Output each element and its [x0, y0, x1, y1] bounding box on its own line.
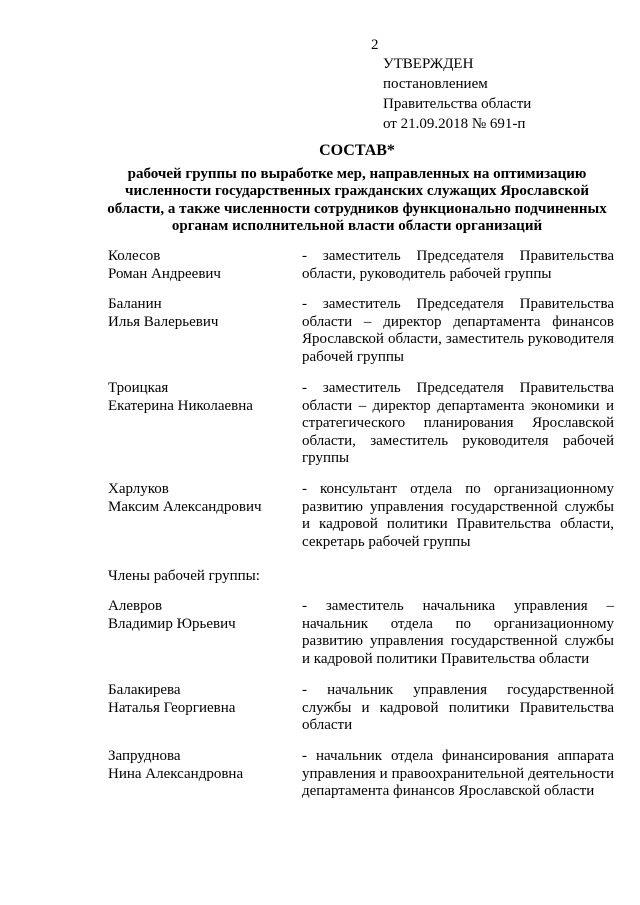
title-subtitle: рабочей группы по выработке мер, направленных на оптимизацию численности государственных гражданских служащих Ярославской области, а также численности сотрудников функционально подчиненных органам исполнительной власти области организаций: [107, 165, 607, 234]
member-name: [108, 380, 288, 415]
approval-line-4: от 21.09.2018 № 691-п: [383, 116, 526, 132]
member-surname: Алевров: [108, 598, 163, 614]
member-surname: Харлуков: [108, 481, 169, 497]
approval-line-2: постановлением: [383, 76, 488, 92]
member-surname: Колесов: [108, 248, 161, 264]
member-name: [108, 748, 288, 783]
member-given-names: Максим Александрович: [108, 498, 262, 515]
member-role: - заместитель Председателя Правительства области, руководитель рабочей группы: [302, 248, 614, 282]
member-given-names: Нина Александровна: [108, 765, 244, 782]
member-name: [108, 598, 288, 633]
approval-stamp: [383, 54, 531, 134]
page-number: 2: [371, 37, 379, 53]
member-given-names: Екатерина Николаевна: [108, 397, 253, 414]
member-name: [108, 248, 288, 283]
member-given-names: Илья Валерьевич: [108, 313, 219, 330]
member-role: - начальник отдела финансирования аппарата управления и правоохранительной деятельности департамента финансов Ярославской области: [302, 748, 614, 799]
member-surname: Баланин: [108, 296, 162, 312]
document-title: [100, 142, 614, 236]
member-surname: Троицкая: [108, 380, 169, 396]
members-heading: Члены рабочей группы:: [108, 568, 260, 584]
member-name: [108, 296, 288, 331]
member-given-names: Наталья Георгиевна: [108, 699, 236, 716]
member-role: - заместитель начальника управления – начальник отдела по организационному развитию управления государственной службы и кадровой политики Правительства области: [302, 598, 614, 667]
member-given-names: Владимир Юрьевич: [108, 615, 236, 632]
member-role: - заместитель Председателя Правительства области – директор департамента финансов Ярославской области, заместитель руководителя рабочей группы: [302, 296, 614, 365]
title-heading: СОСТАВ*: [319, 142, 395, 159]
approval-line-1: УТВЕРЖДЕН: [383, 56, 474, 72]
member-name: [108, 481, 288, 516]
member-role: - консультант отдела по организационному развитию управления государственной службы и кадровой политики Правительства области, секретарь рабочей группы: [302, 481, 614, 550]
member-surname: Запруднова: [108, 748, 181, 764]
member-role: - заместитель Председателя Правительства области – директор департамента экономики и стратегического планирования Ярославской области, заместитель руководителя рабочей группы: [302, 380, 614, 466]
member-surname: Балакирева: [108, 682, 181, 698]
member-name: [108, 682, 288, 717]
member-given-names: Роман Андреевич: [108, 265, 221, 282]
approval-line-3: Правительства области: [383, 96, 532, 112]
member-role: - начальник управления государственной службы и кадровой политики Правительства области: [302, 682, 614, 733]
